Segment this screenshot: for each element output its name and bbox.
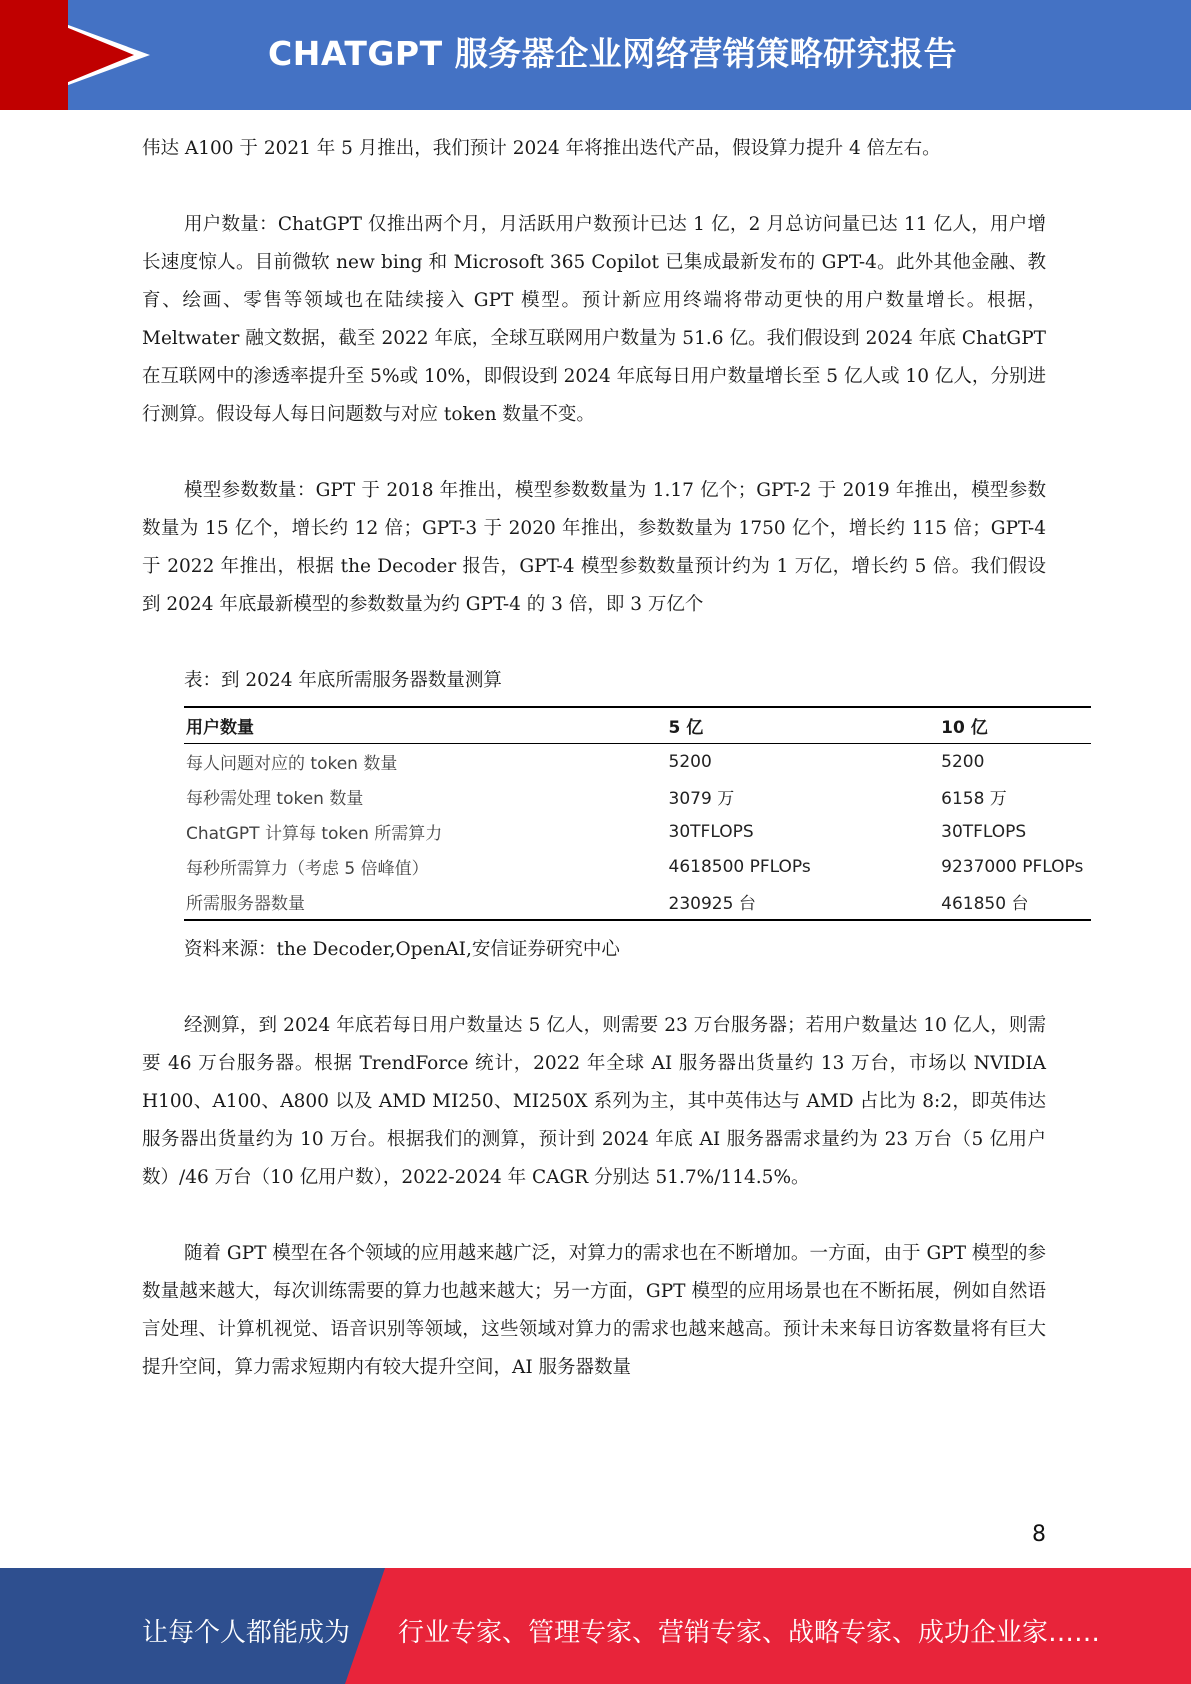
footer-slogan-left: 让每个人都能成为	[142, 1618, 351, 1648]
table-cell: 30TFLOPS	[668, 821, 754, 842]
table-header-cell: 用户数量	[184, 707, 667, 744]
table-cell: ChatGPT 计算每 token 所需算力	[186, 824, 443, 844]
main-content	[142, 130, 1084, 1387]
table-row	[184, 779, 1091, 814]
table-source-note: 资料来源：the Decoder,OpenAI,安信证券研究中心	[184, 939, 620, 960]
table-cell: 6158 万	[941, 789, 1007, 809]
paragraph-model-params: 模型参数数量：GPT 于 2018 年推出，模型参数数量为 1.17 亿个；GPT-2 于 2019 年推出，模型参数数量为 15 亿个，增长约 12 倍；GPT-3 于 2020 年推出，参数数量为 1750 亿个，增长约 115 倍；GPT-4 于 2022 年推出，根据 the Decoder 报告，GPT-4 模型参数数量预计约为 1 万亿，增长约 5 倍。我们假设到 2024 年底最新模型的参数数量为约 GPT-4 的 3 倍，即 3 万亿个	[142, 480, 1046, 615]
table-cell: 461850 台	[941, 894, 1029, 914]
footer-slogan-right: 行业专家、管理专家、营销专家、战略专家、成功企业家……	[398, 1618, 1101, 1648]
table-cell: 所需服务器数量	[186, 894, 305, 914]
table-cell: 230925 台	[668, 894, 756, 914]
table-cell: 4618500 PFLOPs	[668, 856, 811, 877]
page-footer	[0, 1568, 1191, 1684]
table-row	[184, 814, 1091, 849]
table-cell: 每人问题对应的 token 数量	[186, 754, 398, 774]
table-header-cell: 5 亿	[667, 707, 940, 744]
table-row	[184, 849, 1091, 884]
paragraph-user-count: 用户数量：ChatGPT 仅推出两个月，月活跃用户数预计已达 1 亿，2 月总访问量已达 11 亿人，用户增长速度惊人。目前微软 new bing 和 Microsoft 365 Copilot 已集成最新发布的 GPT-4。此外其他金融、教育、绘画、零售等领域也在陆续接入 GPT 模型。预计新应用终端将带动更快的用户数量增长。根据，Meltwater 融文数据，截至 2022 年底，全球互联网用户数量为 51.6 亿。我们假设到 2024 年底 ChatGPT 在互联网中的渗透率提升至 5%或 10%，即假设到 2024 年底每日用户数量增长至 5 亿人或 10 亿人，分别进行测算。假设每人每日问题数与对应 token 数量不变。	[142, 214, 1046, 425]
server-estimate-table	[184, 706, 1091, 921]
table-cell: 3079 万	[668, 789, 735, 809]
page-header	[0, 0, 1191, 110]
table-cell: 5200	[941, 751, 985, 772]
table-cell: 每秒需处理 token 数量	[186, 789, 364, 809]
header-red-arrow	[0, 0, 134, 110]
page-number: 8	[1032, 1522, 1046, 1547]
table-cell: 9237000 PFLOPs	[941, 856, 1084, 877]
report-title: CHATGPT 服务器企业网络营销策略研究报告	[268, 34, 958, 73]
paragraph-outlook: 随着 GPT 模型在各个领域的应用越来越广泛，对算力的需求也在不断增加。一方面，由于 GPT 模型的参数量越来越大，每次训练需要的算力也越来越大；另一方面，GPT 模型的应用场景也在不断拓展，例如自然语言处理、计算机视觉、语音识别等领域，这些领域对算力的需求也越来越高。预计未来每日访客数量将有巨大提升空间，算力需求短期内有较大提升空间，AI 服务器数量	[142, 1243, 1046, 1378]
table-caption: 表：到 2024 年底所需服务器数量测算	[184, 670, 502, 691]
footer-blue-slant	[345, 1568, 385, 1684]
table-header-row	[184, 707, 1091, 744]
paragraph-intro: 伟达 A100 于 2021 年 5 月推出，我们预计 2024 年将推出迭代产品，假设算力提升 4 倍左右。	[142, 138, 941, 159]
table-row	[184, 884, 1091, 920]
table-cell: 30TFLOPS	[941, 821, 1027, 842]
table-header-cell: 10 亿	[939, 707, 1091, 744]
paragraph-estimate: 经测算，到 2024 年底若每日用户数量达 5 亿人，则需要 23 万台服务器；若用户数量达 10 亿人，则需要 46 万台服务器。根据 TrendForce 统计，2022 年全球 AI 服务器出货量约 13 万台，市场以 NVIDIA H100、A100、A800 以及 AMD MI250、MI250X 系列为主，其中英伟达与 AMD 占比为 8:2，即英伟达服务器出货量约为 10 万台。根据我们的测算，预计到 2024 年底 AI 服务器需求量约为 23 万台（5 亿用户数）/46 万台（10 亿用户数），2022-2024 年 CAGR 分别达 51.7%/114.5%。	[142, 1015, 1046, 1188]
table-cell: 每秒所需算力（考虑 5 倍峰值）	[186, 859, 429, 879]
table-cell: 5200	[668, 751, 712, 772]
table-row	[184, 744, 1091, 780]
